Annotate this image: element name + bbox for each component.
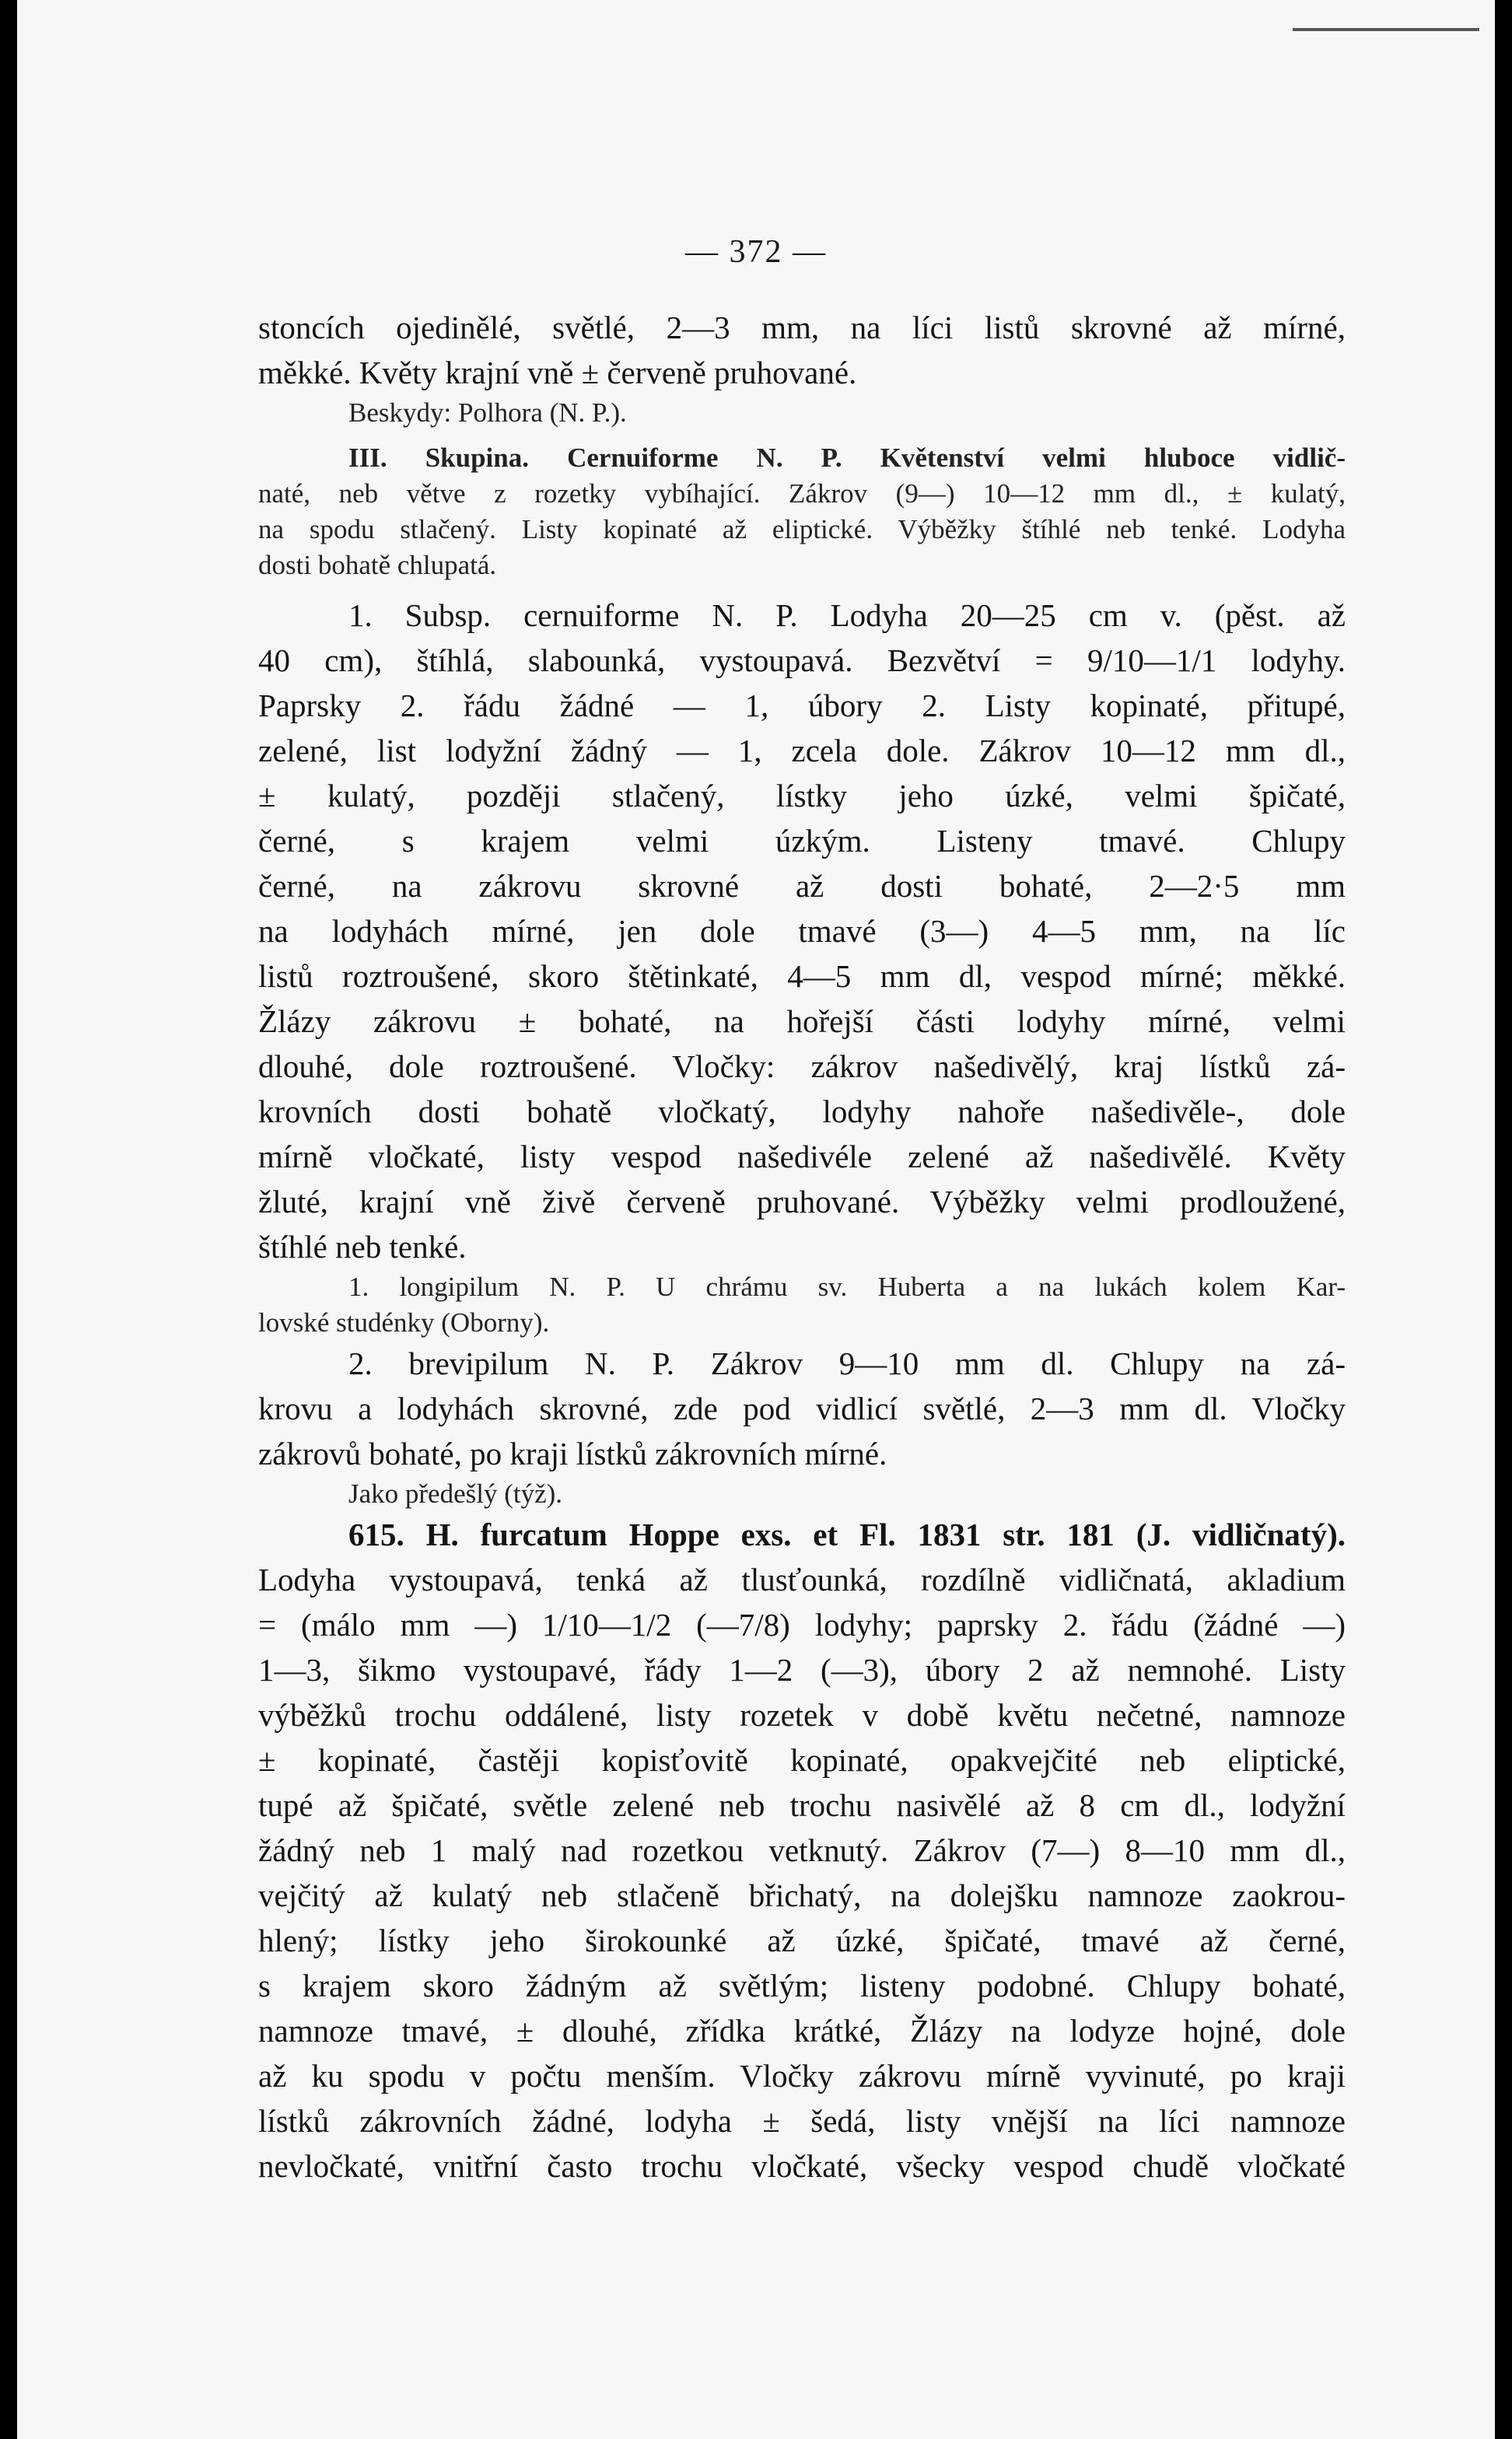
text-line: krovu a lodyhách skrovné, zde pod vidlicí světlé, 2—3 mm dl. Vločky: [258, 1391, 1346, 1426]
text-line: žluté, krajní vně živě červeně pruhované. Výběžky velmi prodloužené,: [258, 1184, 1346, 1220]
text-line: ± kulatý, později stlačený, lístky jeho úzké, velmi špičaté,: [258, 778, 1346, 814]
text-line: listů roztroušené, skoro štětinkaté, 4—5 mm dl, vespod mírné; měkké.: [258, 958, 1346, 994]
locality-line: Jako předešlý (týž).: [348, 1478, 563, 1509]
text-line: Lodyha vystoupavá, tenká až tlusťounká, rozdílně vidličnatá, akladium: [258, 1562, 1346, 1597]
text-line: tupé až špičaté, světle zelené neb trochu nasivělé až 8 cm dl., lodyžní: [258, 1787, 1346, 1823]
text-line: 1—3, šikmo vystoupavé, řády 1—2 (—3), úbory 2 až nemnohé. Listy: [258, 1652, 1346, 1688]
text-line: dosti bohatě chlupatá.: [258, 550, 497, 580]
text-line: měkké. Květy krajní vně ± červeně pruhované.: [258, 355, 857, 390]
text-line: 40 cm), štíhlá, slabounká, vystoupavá. Bezvětví = 9/10—1/1 lodyhy.: [258, 642, 1346, 678]
text-line: hlený; lístky jeho širokounké až úzké, špičaté, tmavé až černé,: [258, 1923, 1346, 1958]
scan-edge-mark: [1293, 28, 1479, 31]
text-line: výběžků trochu oddálené, listy rozetek v době květu nečetné, namnoze: [258, 1697, 1346, 1733]
text-line: zákrovů bohaté, po kraji lístků zákrovních mírné.: [258, 1436, 887, 1471]
variety-line: 1. longipilum N. P. U chrámu sv. Huberta a na lukách kolem Kar-: [348, 1272, 1346, 1302]
text-line: = (málo mm —) 1/10—1/2 (—7/8) lodyhy; paprsky 2. řádu (žádné —): [258, 1607, 1346, 1643]
text-line: mírně vločkaté, listy vespod našedivéle zelené až našedivělé. Květy: [258, 1139, 1346, 1174]
text-line: krovních dosti bohatě vločkatý, lodyhy nahoře našedivěle-, dole: [258, 1094, 1346, 1129]
page: [17, 0, 1495, 2439]
text-line: až ku spodu v počtu menším. Vločky zákrovu mírně vyvinuté, po kraji: [258, 2058, 1346, 2094]
text-line: dlouhé, dole roztroušené. Vločky: zákrov našedivělý, kraj lístků zá-: [258, 1048, 1346, 1084]
text-line: namnoze tmavé, ± dlouhé, zřídka krátké, Žlázy na lodyze hojné, dole: [258, 2013, 1346, 2049]
text-line: žádný neb 1 malý nad rozetkou vetknutý. Zákrov (7—) 8—10 mm dl.,: [258, 1832, 1346, 1868]
text-line: ± kopinaté, častěji kopisťovitě kopinaté, opakvejčité neb eliptické,: [258, 1742, 1346, 1778]
text-line: lístků zákrovních žádné, lodyha ± šedá, listy vnější na líci namnoze: [258, 2103, 1346, 2139]
text-line: Žlázy zákrovu ± bohaté, na hořejší části lodyhy mírné, velmi: [258, 1003, 1346, 1039]
text-line: vejčitý až kulatý neb stlačeně břichatý, na dolejšku namnoze zaokrou-: [258, 1877, 1346, 1913]
variety-line: 2. brevipilum N. P. Zákrov 9—10 mm dl. Chlupy na zá-: [348, 1345, 1346, 1381]
text-line: černé, s krajem velmi úzkým. Listeny tmavé. Chlupy: [258, 823, 1346, 859]
text-line: štíhlé neb tenké.: [258, 1229, 467, 1265]
subspecies-heading: 1. Subsp. cernuiforme N. P. Lodyha 20—25 cm v. (pěst. až: [348, 597, 1346, 633]
text-line: na spodu stlačený. Listy kopinaté až eliptické. Výběžky štíhlé neb tenké. Lodyha: [258, 514, 1346, 544]
text-line: černé, na zákrovu skrovné až dosti bohaté, 2—2·5 mm: [258, 868, 1346, 904]
text-line: stoncích ojedinělé, světlé, 2—3 mm, na líci listů skrovné až mírné,: [258, 310, 1346, 345]
text-line: Paprsky 2. řádu žádné — 1, úbory 2. Listy kopinaté, přitupé,: [258, 688, 1346, 723]
text-line: naté, neb větve z rozetky vybíhající. Zákrov (9—) 10—12 mm dl., ± kulatý,: [258, 478, 1346, 509]
group-heading: III. Skupina. Cernuiforme N. P. Květenství velmi hluboce vidlič-: [348, 443, 1346, 473]
text-column: [258, 305, 1346, 2189]
locality-line: Beskydy: Polhora (N. P.).: [348, 397, 627, 428]
species-heading: 615. H. furcatum Hoppe exs. et Fl. 1831 str. 181 (J. vidličnatý).: [348, 1517, 1346, 1552]
text-line: na lodyhách mírné, jen dole tmavé (3—) 4—5 mm, na líc: [258, 913, 1346, 949]
text-line: lovské studénky (Oborny).: [258, 1307, 550, 1338]
page-number: — 372 —: [685, 234, 827, 270]
text-line: s krajem skoro žádným až světlým; listeny podobné. Chlupy bohaté,: [258, 1968, 1346, 2003]
text-line: nevločkaté, vnitřní často trochu vločkaté, všecky vespod chudě vločkaté: [258, 2148, 1346, 2184]
text-line: zelené, list lodyžní žádný — 1, zcela dole. Zákrov 10—12 mm dl.,: [258, 733, 1346, 768]
